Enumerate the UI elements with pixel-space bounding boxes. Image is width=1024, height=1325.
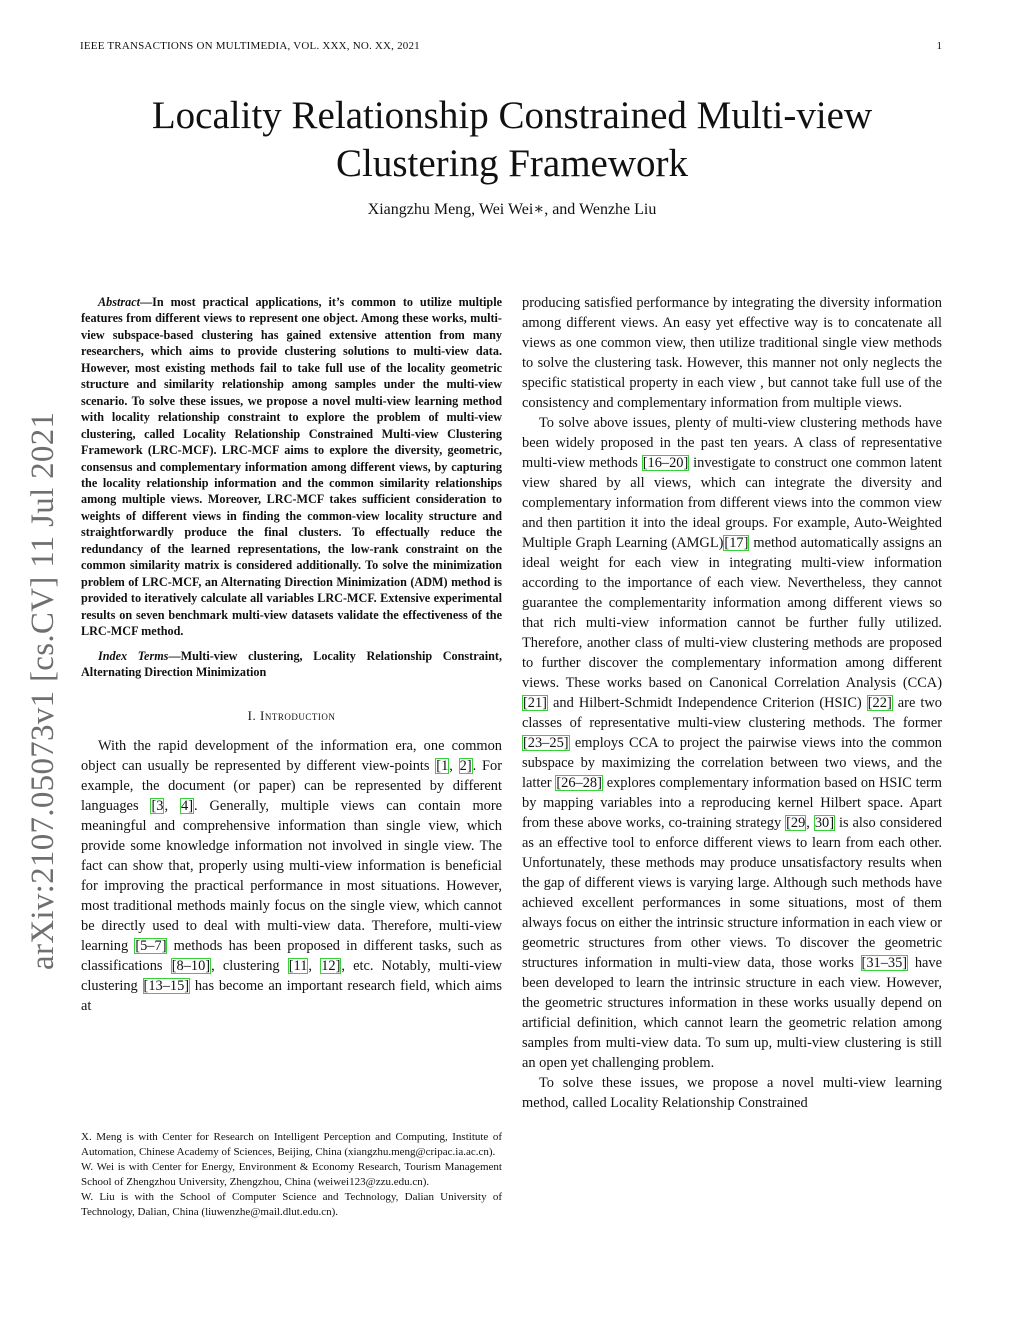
left-column [81, 294, 502, 1016]
citation-link[interactable]: 12] [321, 958, 341, 975]
citation-link[interactable]: [16–20] [642, 455, 689, 471]
text-run: is also considered as an effective tool to enforce different views to learn from each other. Unfortunately, these methods may produce unsatisfactory results when the gap of different views is varying large. Although such methods have achieved excellent performances in some situations, most of them always focus on either the intrinsic structure information in each view or geometric structures from other views. To discover the geometric structures information in multi-view data, those works [522, 815, 943, 971]
footnote: W. Liu is with the School of Computer Science and Technology, Dalian University of Technology, Dalian, China (liuwenzhe@mail.dlut.edu.cn). [81, 1191, 502, 1218]
text-run: and Hilbert-Schmidt Independence Criterion (HSIC) [547, 695, 867, 711]
citation-link[interactable]: [13–15] [143, 978, 190, 995]
citation-link[interactable]: [1 [436, 758, 449, 775]
text-run: methods has been proposed in different tasks, such as classifications [81, 938, 502, 975]
text-run: , [308, 958, 321, 975]
text-run: . For example, the document (or paper) can be represented by different languages [81, 758, 503, 815]
text-run: method automatically assigns an ideal weight for each view in integrating multi-view information according to the importance of each view. Nevertheless, they cannot guarantee the complementarity information among different views so that rich multi-view information cannot be further fully utilized. Therefore, another class of multi-view clustering methods are proposed to further discover the complementary information among different views. These works based on Canonical Correlation Analysis (CCA) [522, 535, 942, 691]
section-title: Introduction [260, 708, 336, 724]
section-number: I. [247, 708, 257, 724]
abstract-text: —In most practical applications, it’s common to utilize multiple features from different views to represent one object. Among these works, multi-view subspace-based clustering has gained extensive attention from many researchers, which aims to provide clustering solutions to multi-view data. However, most existing methods fail to take full use of the locality geometric structure and similarity relationship among samples under the multi-view scenario. To solve these issues, we propose a novel multi-view learning method with locality relationship constraint to explore the problem of multi-view clustering, called Locality Relationship Constrained Multi-view Clustering Framework (LRC-MCF). LRC-MCF aims to explore the diversity, geometric, consensus and complementary information among different views, by capturing the locality relationship information and the common similarity relationships among multiple views. Moreover, LRC-MCF takes sufficient consideration to weights of different views in finding the common-view locality structure and straightforwardly produce the final clusters. To effectually reduce the redundancy of the learned representations, the low-rank constraint on the common similarity matrix is considered additionally. To solve the minimization problem of LRC-MCF, an Alternating Direction Minimization (ADM) method is provided to iteratively calculate all variables LRC-MCF. Extensive experimental results on seven benchmark multi-view datasets validate the effectiveness of the LRC-MCF method. [81, 295, 502, 639]
text-run: are two classes of representative multi-view clustering methods. The former [522, 695, 942, 731]
author-footnotes [81, 1130, 502, 1220]
citation-link[interactable]: 4] [181, 798, 194, 815]
abstract [81, 294, 502, 640]
paper-title [0, 92, 1024, 188]
citation-link[interactable]: [11 [288, 958, 308, 975]
page-number: 1 [936, 40, 942, 52]
section-heading [81, 708, 502, 724]
intro-paragraph [81, 736, 502, 1016]
citation-link[interactable]: [21] [523, 695, 547, 711]
body-paragraph [522, 413, 942, 1073]
citation-link[interactable]: [29 [786, 815, 806, 831]
title-line-2: Clustering Framework [335, 142, 689, 185]
citation-link[interactable]: [22] [867, 695, 892, 711]
citation-link[interactable]: 2] [459, 758, 472, 775]
citation-link[interactable]: [23–25] [523, 735, 569, 751]
citation-link[interactable]: [26–28] [556, 775, 602, 791]
text-run: , etc. Notably, multi-view clustering [81, 958, 503, 995]
footnote: W. Wei is with Center for Energy, Environment & Economy Research, Tourism Management School of Zhengzhou University, Zhengzhou, China (weiwei123@zzu.edu.cn). [81, 1161, 502, 1188]
text-run: employs CCA to project the pairwise views into the common subspace by maximizing the correlation between two views, and the latter [522, 735, 942, 791]
footnote: X. Meng is with Center for Research on Intelligent Perception and Computing, Institute of Automation, Chinese Academy of Sciences, Beijing, China (xiangzhu.meng@cripac.ia.ac.cn). [81, 1131, 502, 1158]
text-run: To solve these issues, we propose a novel multi-view learning method, called Locality Relationship Constrained [522, 1075, 942, 1111]
body-paragraph [522, 1073, 942, 1113]
text-run: To solve above issues, plenty of multi-view clustering methods have been widely proposed in the past ten years. A class of representative multi-view methods [522, 415, 942, 471]
index-terms [81, 648, 502, 681]
citation-link[interactable]: [5–7] [135, 938, 167, 955]
index-terms-text: —Multi-view clustering, Locality Relationship Constraint, Alternating Direction Minimization [81, 648, 502, 679]
abstract-label: Abstract [98, 295, 140, 309]
arxiv-stamp: arXiv:2107.05073v1 [cs.CV] 11 Jul 2021 [25, 411, 61, 970]
text-run: , clustering [211, 958, 288, 975]
text-run: , [164, 798, 181, 815]
text-run: , [449, 758, 459, 775]
text-run: investigate to construct one common latent view shared by all views, which can integrate the diversity and complementary information from different views into the common view and then partition it into the ideal groups. For example, Auto-Weighted Multiple Graph Learning (AMGL) [522, 455, 942, 551]
journal-header: IEEE TRANSACTIONS ON MULTIMEDIA, VOL. XXX, NO. XX, 2021 [80, 40, 420, 52]
citation-link[interactable]: [3 [151, 798, 164, 815]
text-run: , [806, 815, 814, 831]
citation-link[interactable]: [17] [724, 535, 749, 551]
title-line-1: Locality Relationship Constrained Multi-view [151, 94, 873, 137]
text-run: producing satisfied performance by integrating the diversity information among different views. An easy yet effective way is to concatenate all views as one common view, then utilize traditional single view methods to solve the clustering task. However, this manner not only neglects the specific statistical property in each view , but cannot take full use of the consistency and complementary information from multiple views. [522, 295, 942, 411]
author-list: Xiangzhu Meng, Wei Wei∗, and Wenzhe Liu [367, 201, 657, 218]
text-run: have been developed to learn the intrinsic structure in each view. However, the geometric structures information in these works usually depend on artificial definition, which cannot learn the geometric relation among samples from multi-view data. To sum up, multi-view clustering is still an open yet challenging problem. [522, 955, 942, 1071]
body-paragraph [522, 293, 942, 413]
right-column [522, 293, 942, 1113]
index-terms-label: Index Terms [98, 648, 169, 663]
text-run: has become an important research field, which aims at [81, 978, 502, 1015]
text-run: With the rapid development of the information era, one common object can usually be represented by different view-points [81, 738, 502, 775]
text-run: . Generally, multiple views can contain more meaningful and comprehensive information than single view, which provide some knowledge information not involved in single view. The fact can show that, properly using multi-view information is beneficial for improving the practical performance in most situations. However, most traditional methods mainly focus on the single view, which cannot be directly used to deal with multi-view data. Therefore, multi-view learning [81, 798, 503, 955]
text-run: explores complementary information based on HSIC term by mapping variables into a reproducing kernel Hilbert space. Apart from these above works, co-training strategy [522, 775, 942, 831]
citation-link[interactable]: 30] [814, 815, 835, 831]
citation-link[interactable]: [31–35] [861, 955, 908, 971]
citation-link[interactable]: [8–10] [171, 958, 211, 975]
